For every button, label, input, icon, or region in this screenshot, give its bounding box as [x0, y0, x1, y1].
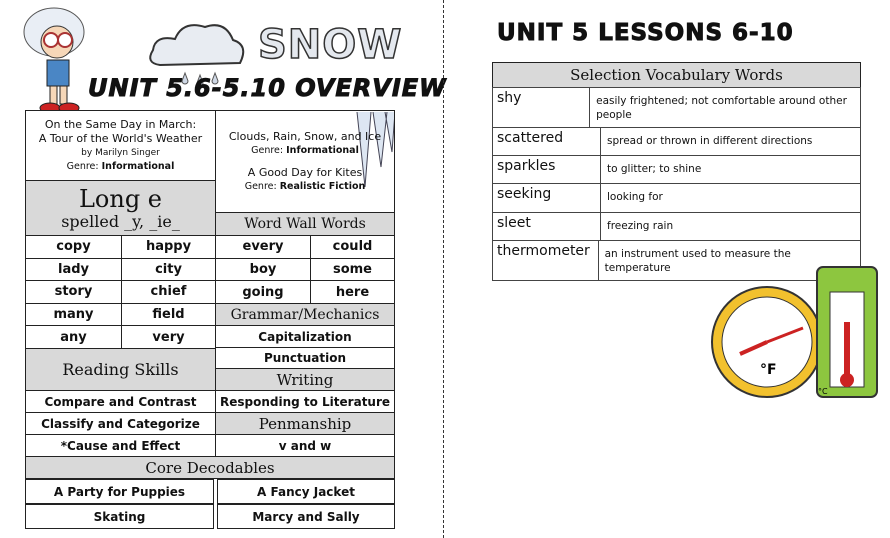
- penmanship-header: Penmanship: [215, 412, 395, 435]
- book-author: by Marilyn Singer: [81, 147, 160, 158]
- phonics-subtitle: spelled _y, _ie_: [61, 211, 180, 231]
- phonics-word: many: [25, 303, 122, 327]
- phonics-word: happy: [121, 235, 216, 259]
- phonics-word: story: [25, 280, 122, 304]
- thermometer-clipart-icon: [705, 262, 885, 402]
- word-wall-header: Word Wall Words: [215, 212, 395, 236]
- vocab-word: sparkles: [493, 156, 601, 183]
- phonics-word: field: [121, 303, 216, 327]
- decodable-title: Skating: [25, 504, 214, 529]
- vocab-definition: easily frightened; not comfortable around other people: [596, 95, 847, 121]
- word-wall-word: here: [310, 280, 395, 304]
- phonics-title: Long e: [78, 184, 163, 213]
- reading-skills-header: Reading Skills: [25, 348, 216, 391]
- word-wall-word: boy: [215, 258, 311, 282]
- book-title: Clouds, Rain, Snow, and Ice: [228, 129, 382, 143]
- genre-value: Realistic Fiction: [279, 180, 366, 192]
- grammar-item: Punctuation: [215, 347, 395, 369]
- word-wall-word: could: [310, 235, 395, 259]
- vocab-definition: looking for: [607, 191, 663, 203]
- celsius-label: °C: [818, 387, 828, 396]
- vocab-definition: freezing rain: [607, 220, 674, 232]
- grammar-item: Capitalization: [215, 325, 395, 348]
- vocab-word: shy: [493, 88, 590, 127]
- genre-label: Genre:: [244, 180, 277, 192]
- word-wall-word: every: [215, 235, 311, 259]
- fahrenheit-label: °F: [760, 362, 777, 378]
- book-card-1: [25, 110, 216, 181]
- lessons-title: UNIT 5 LESSONS 6-10: [497, 20, 794, 46]
- vocab-row: [492, 127, 861, 156]
- vocab-definition: an instrument used to measure the temperature: [604, 248, 791, 274]
- word-wall-word: going: [215, 280, 311, 304]
- book-title: A Tour of the World's Weather: [38, 131, 203, 145]
- grammar-header: Grammar/Mechanics: [215, 303, 395, 326]
- genre-label: Genre:: [66, 160, 99, 172]
- page-divider: [443, 0, 444, 538]
- genre-value: Informational: [286, 144, 359, 156]
- vocab-word: sleet: [493, 213, 601, 240]
- phonics-word: chief: [121, 280, 216, 304]
- vocab-word: scattered: [493, 128, 601, 155]
- phonics-word: any: [25, 325, 122, 349]
- core-decodables-header: Core Decodables: [25, 456, 395, 479]
- snow-word-art: SNOW: [258, 22, 403, 68]
- vocab-row: [492, 212, 861, 241]
- reading-skill: Compare and Contrast: [25, 390, 216, 413]
- vocab-row: [492, 87, 861, 128]
- word-wall-word: some: [310, 258, 395, 282]
- book-card-2: [215, 110, 395, 213]
- book-title: On the Same Day in March:: [44, 117, 197, 131]
- phonics-word: very: [121, 325, 216, 349]
- phonics-word: copy: [25, 235, 122, 259]
- penmanship-item: v and w: [215, 434, 395, 457]
- vocab-row: [492, 183, 861, 213]
- overview-title: UNIT 5.6-5.10 OVERVIEW: [88, 74, 447, 102]
- genre-value: Informational: [101, 160, 175, 172]
- vocab-definition: spread or thrown in different directions: [607, 135, 813, 147]
- book-title: A Good Day for Kites: [247, 165, 363, 179]
- reading-skill: *Cause and Effect: [25, 434, 216, 457]
- vocab-row: [492, 155, 861, 184]
- decodable-title: A Fancy Jacket: [217, 479, 395, 504]
- decodable-title: Marcy and Sally: [217, 504, 395, 529]
- vocab-header: Selection Vocabulary Words: [492, 62, 861, 88]
- vocab-word: seeking: [493, 184, 601, 212]
- decodable-title: A Party for Puppies: [25, 479, 214, 504]
- reading-skill: Classify and Categorize: [25, 412, 216, 435]
- genre-label: Genre:: [251, 144, 284, 156]
- vocab-definition: to glitter; to shine: [607, 163, 702, 175]
- phonics-header: [25, 180, 216, 236]
- phonics-word: city: [121, 258, 216, 282]
- writing-item: Responding to Literature: [215, 390, 395, 413]
- vocab-word: thermometer: [493, 241, 599, 280]
- writing-header: Writing: [215, 368, 395, 391]
- phonics-word: lady: [25, 258, 122, 282]
